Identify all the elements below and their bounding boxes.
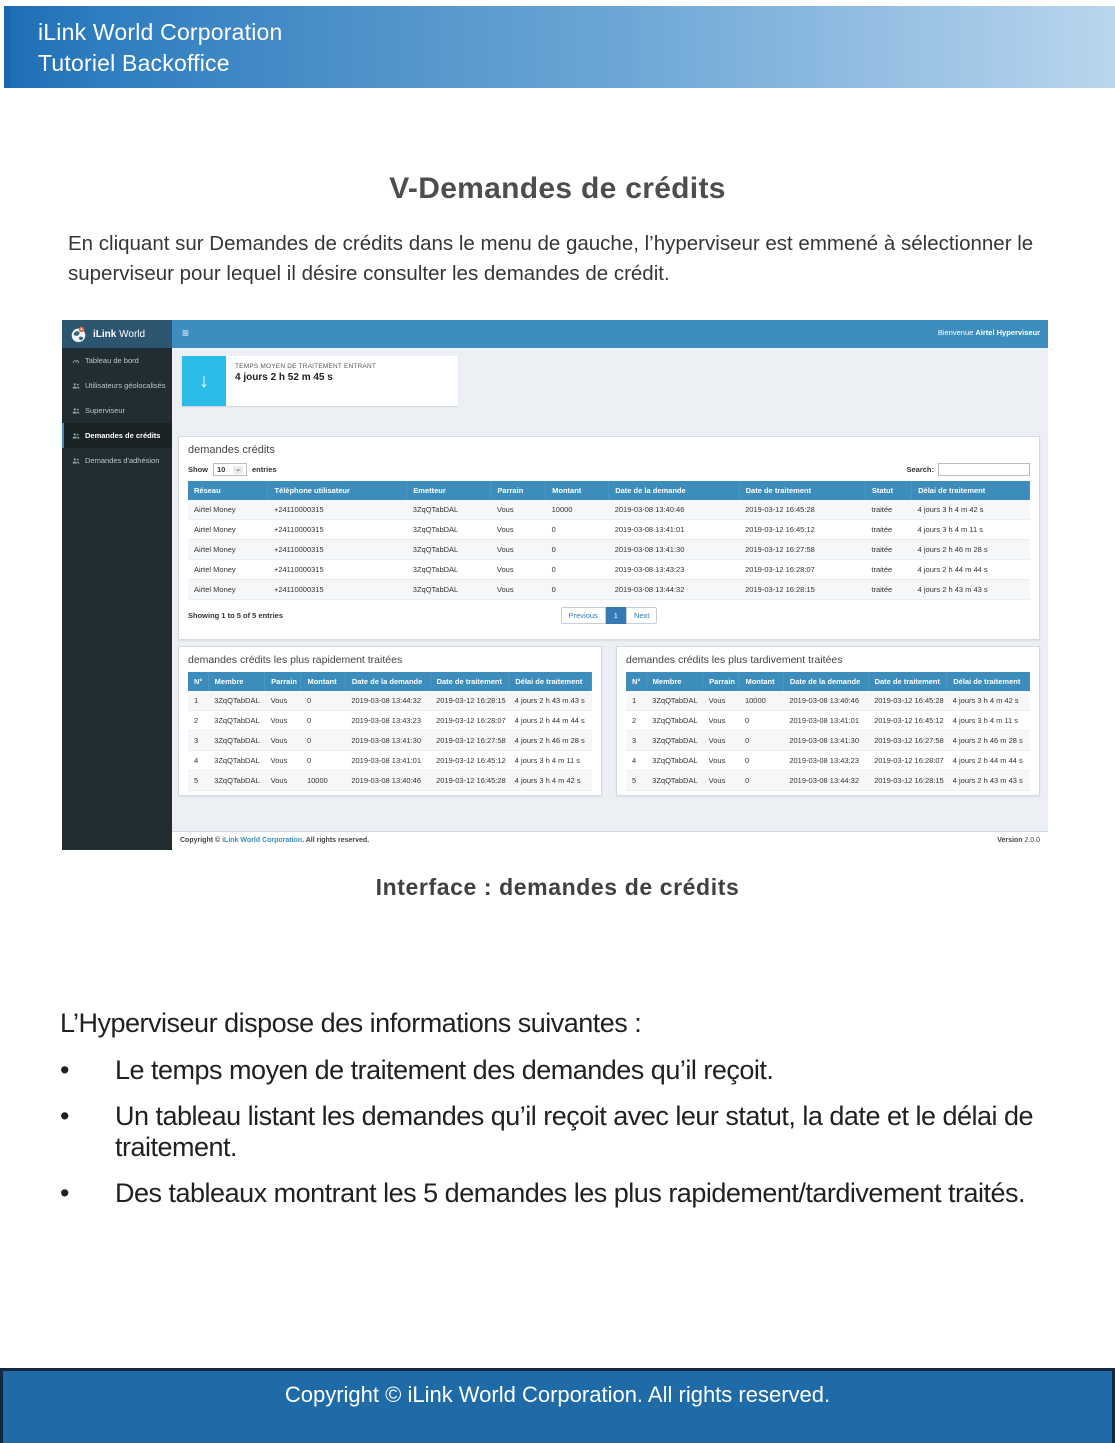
search-input[interactable] <box>938 463 1030 476</box>
table-cell: Vous <box>491 580 546 600</box>
app-version <box>997 837 1040 844</box>
table-cell: Vous <box>265 731 301 751</box>
table-cell: 2019-03-12 16:28:07 <box>739 560 865 580</box>
company-name: iLink World Corporation <box>38 19 283 45</box>
column-header[interactable]: Date de traitement <box>430 672 509 691</box>
sidebar-item-label: Utilisateurs géolocalisés <box>85 381 166 390</box>
app-copyright <box>180 837 369 844</box>
table-cell: 2019-03-12 16:28:15 <box>430 691 509 711</box>
document-footer <box>0 1368 1115 1443</box>
table-cell: 2019-03-08 13:40:46 <box>609 500 739 520</box>
column-header[interactable]: Délai de traitement <box>947 672 1030 691</box>
column-header[interactable]: N° <box>626 672 646 691</box>
app-brand <box>93 329 145 340</box>
table-cell: 5 <box>626 771 646 791</box>
table-cell: Airtel Money <box>188 540 268 560</box>
column-header[interactable]: Date de la demande <box>609 481 739 500</box>
table-cell: 10000 <box>546 500 609 520</box>
table-cell: Vous <box>265 711 301 731</box>
table-cell: 3 <box>626 731 646 751</box>
table-cell: 3ZqQTabDAL <box>208 771 264 791</box>
table-cell: 3ZqQTabDAL <box>407 500 491 520</box>
column-header[interactable]: Date de traitement <box>739 481 865 500</box>
copyright-suffix: . All rights reserved. <box>302 837 370 844</box>
table-cell: 3ZqQTabDAL <box>646 711 702 731</box>
table-cell: Vous <box>491 560 546 580</box>
table-cell: 3ZqQTabDAL <box>208 751 264 771</box>
stat-box-temps-moyen <box>182 356 458 406</box>
demandes-credits-panel <box>178 436 1040 640</box>
table-cell: 2019-03-12 16:28:07 <box>868 751 947 771</box>
table-cell: +24110000315 <box>268 560 407 580</box>
bullet-text: Le temps moyen de traitement des demandes qu’il reçoit. <box>115 1055 774 1085</box>
column-header[interactable]: Statut <box>865 481 911 500</box>
table-cell: 2019-03-12 16:45:28 <box>868 691 947 711</box>
table-cell: 4 jours 2 h 46 m 28 s <box>912 540 1030 560</box>
table-cell: Vous <box>703 731 739 751</box>
table-cell: Vous <box>703 751 739 771</box>
table-cell: 4 jours 3 h 4 m 11 s <box>509 751 592 771</box>
column-header[interactable]: Réseau <box>188 481 268 500</box>
table-cell: 4 jours 2 h 44 m 44 s <box>947 751 1030 771</box>
table-cell: 2019-03-12 16:45:12 <box>868 711 947 731</box>
table-cell: 4 jours 3 h 4 m 42 s <box>947 691 1030 711</box>
table-cell: Vous <box>703 711 739 731</box>
table-header-row <box>188 672 592 691</box>
column-header[interactable]: Parrain <box>491 481 546 500</box>
table-row <box>626 711 1030 731</box>
table-cell: 2019-03-12 16:28:15 <box>868 771 947 791</box>
bullet-text: Un tableau listant les demandes qu’il reçoit avec leur statut, la date et le délai de traitement. <box>115 1101 1034 1162</box>
bullet-item <box>60 1178 1060 1209</box>
table-cell: 4 jours 2 h 46 m 28 s <box>509 731 592 751</box>
table-cell: 2019-03-12 16:45:12 <box>430 751 509 771</box>
table-cell: 4 jours 3 h 4 m 11 s <box>947 711 1030 731</box>
sidebar-item-tableau-de-bord[interactable] <box>62 348 172 373</box>
table-row <box>188 500 1030 520</box>
table-cell: traitée <box>865 580 911 600</box>
users-icon <box>71 457 80 465</box>
column-header[interactable]: Date de la demande <box>345 672 430 691</box>
sidebar-item-label: Demandes d'adhésion <box>85 456 160 465</box>
table-cell: Airtel Money <box>188 500 268 520</box>
users-icon <box>71 407 80 415</box>
column-header[interactable]: Montant <box>546 481 609 500</box>
tardivement-traitees-panel <box>616 646 1040 796</box>
table-row <box>188 731 592 751</box>
table-cell: 0 <box>546 580 609 600</box>
table-row <box>188 751 592 771</box>
table-cell: 4 jours 2 h 44 m 44 s <box>912 560 1030 580</box>
table-cell: 0 <box>546 560 609 580</box>
table-cell: 2019-03-08 13:43:23 <box>783 751 868 771</box>
table-row <box>188 771 592 791</box>
version-value: 2.0.0 <box>1022 837 1040 844</box>
table-cell: 2019-03-08 13:41:30 <box>783 731 868 751</box>
table-cell: Vous <box>265 691 301 711</box>
table-row <box>188 711 592 731</box>
table-cell: 4 <box>188 751 208 771</box>
table-cell: 2019-03-08 13:40:46 <box>345 771 430 791</box>
previous-page-button[interactable]: Previous <box>561 607 606 624</box>
rapidement-traitees-panel <box>178 646 602 796</box>
section-title: V-Demandes de crédits <box>389 172 726 205</box>
column-header[interactable]: Parrain <box>265 672 301 691</box>
app-topbar <box>62 320 1048 348</box>
bullet-item <box>60 1101 1060 1163</box>
column-header[interactable]: N° <box>188 672 208 691</box>
intro-paragraph: En cliquant sur Demandes de crédits dans le menu de gauche, l’hyperviseur est emmené à sélectionner le superviseur pour lequel il désire consulter les demandes de crédit. <box>68 232 1034 285</box>
table-cell: 3ZqQTabDAL <box>208 691 264 711</box>
welcome-prefix: Bienvenue <box>937 328 976 337</box>
table-cell: 2019-03-12 16:45:28 <box>430 771 509 791</box>
table-cell: 2019-03-08 13:44:32 <box>345 691 430 711</box>
sidebar-item-demandes-adhesion[interactable] <box>62 448 172 473</box>
table-cell: 2019-03-08 13:41:30 <box>345 731 430 751</box>
column-header[interactable]: Date de la demande <box>783 672 868 691</box>
table-cell: 4 jours 2 h 44 m 44 s <box>509 711 592 731</box>
table-cell: traitée <box>865 560 911 580</box>
table-cell: 4 <box>626 751 646 771</box>
users-icon <box>71 382 80 390</box>
brand-rest: World <box>116 328 146 340</box>
table-cell: 0 <box>546 540 609 560</box>
table-cell: 2019-03-12 16:27:58 <box>430 731 509 751</box>
column-header[interactable]: Membre <box>646 672 702 691</box>
table-row <box>188 520 1030 540</box>
table-cell: +24110000315 <box>268 540 407 560</box>
table-cell: 2019-03-08 13:41:30 <box>609 540 739 560</box>
table-cell: 2019-03-08 13:44:32 <box>609 580 739 600</box>
table-cell: 3ZqQTabDAL <box>208 711 264 731</box>
menu-toggle-icon[interactable]: ≡ <box>182 326 190 340</box>
table-row <box>188 580 1030 600</box>
entries-select-value: 10 <box>217 465 226 474</box>
sidebar-item-demandes-de-credits[interactable] <box>62 423 172 448</box>
table-cell: Vous <box>491 520 546 540</box>
document-subtitle: Tutoriel Backoffice <box>38 50 230 76</box>
document-header-banner <box>4 6 1115 88</box>
table-cell: Vous <box>265 751 301 771</box>
table-cell: 4 jours 2 h 43 m 43 s <box>912 580 1030 600</box>
table-cell: 10000 <box>739 691 783 711</box>
table-cell: 0 <box>301 751 345 771</box>
search-label: Search: <box>906 465 934 474</box>
table-cell: 2019-03-08 13:43:23 <box>609 560 739 580</box>
welcome-username: Airtel Hyperviseur <box>975 328 1040 337</box>
table-cell: 2019-03-12 16:28:15 <box>739 580 865 600</box>
version-label: Version <box>997 837 1023 844</box>
brand-bold: iLink <box>93 328 117 340</box>
chevron-down-icon: ⌄ <box>235 465 241 473</box>
table-row <box>188 691 592 711</box>
table-cell: 0 <box>301 731 345 751</box>
showing-entries-label: Showing 1 to 5 of 5 entries <box>188 611 284 620</box>
table-cell: 4 jours 3 h 4 m 42 s <box>912 500 1030 520</box>
table-cell: 2 <box>626 711 646 731</box>
show-label: Show <box>188 465 208 474</box>
stat-value: 4 jours 2 h 52 m 45 s <box>235 372 333 383</box>
column-header[interactable]: Montant <box>301 672 345 691</box>
table-cell: 4 jours 2 h 46 m 28 s <box>947 731 1030 751</box>
copyright-brand-link[interactable]: iLink World Corporation <box>222 837 303 844</box>
column-header[interactable]: Délai de traitement <box>509 672 592 691</box>
app-footer <box>172 831 1048 850</box>
table-cell: 3ZqQTabDAL <box>407 540 491 560</box>
table-cell: 4 jours 2 h 43 m 43 s <box>947 771 1030 791</box>
bullet-marker: • <box>60 1178 69 1208</box>
table-cell: 2019-03-08 13:41:01 <box>609 520 739 540</box>
down-arrow-icon: ↓ <box>182 356 226 406</box>
table-cell: 2019-03-08 13:41:01 <box>783 711 868 731</box>
next-page-button[interactable]: Next <box>626 607 657 624</box>
sidebar-item-superviseur[interactable] <box>62 398 172 423</box>
table-cell: 2019-03-08 13:44:32 <box>783 771 868 791</box>
sidebar-item-label: Demandes de crédits <box>85 431 161 440</box>
table-cell: 3ZqQTabDAL <box>646 691 702 711</box>
dashboard-icon <box>71 357 80 365</box>
table-cell: 10000 <box>301 771 345 791</box>
table-cell: 3ZqQTabDAL <box>646 751 702 771</box>
table-cell: 3ZqQTabDAL <box>407 560 491 580</box>
app-content <box>172 348 1048 850</box>
table-cell: 1 <box>626 691 646 711</box>
globe-pin-icon <box>70 326 87 343</box>
copyright-prefix: Copyright © <box>180 837 223 844</box>
table-cell: 2019-03-12 16:27:58 <box>739 540 865 560</box>
figure-caption: Interface : demandes de crédits <box>375 874 740 900</box>
bullet-item <box>60 1055 1060 1086</box>
sidebar-item-label: Superviseur <box>85 406 126 415</box>
table-cell: Airtel Money <box>188 580 268 600</box>
panel-title: demandes crédits les plus tardivement traitées <box>626 654 843 666</box>
bullet-text: Des tableaux montrant les 5 demandes les plus rapidement/tardivement traités. <box>115 1178 1025 1208</box>
table-cell: Vous <box>703 691 739 711</box>
table-cell: 0 <box>739 771 783 791</box>
table-cell: Vous <box>491 500 546 520</box>
table-cell: 3ZqQTabDAL <box>407 580 491 600</box>
table-cell: Vous <box>703 771 739 791</box>
users-icon <box>71 432 80 440</box>
page-1-button[interactable]: 1 <box>606 607 626 624</box>
stat-label: TEMPS MOYEN DE TRAITEMENT ENTRANT <box>235 363 377 370</box>
bullet-marker: • <box>60 1055 69 1085</box>
column-header[interactable]: Emetteur <box>407 481 491 500</box>
table-cell: 2019-03-12 16:28:07 <box>430 711 509 731</box>
table-cell: 3ZqQTabDAL <box>407 520 491 540</box>
entries-label: entries <box>252 465 277 474</box>
table-cell: 0 <box>301 691 345 711</box>
table-cell: 0 <box>301 711 345 731</box>
table-cell: 0 <box>739 751 783 771</box>
table-cell: Airtel Money <box>188 520 268 540</box>
table-row <box>626 731 1030 751</box>
table-cell: 2019-03-08 13:40:46 <box>783 691 868 711</box>
table-cell: 0 <box>739 711 783 731</box>
entries-select[interactable] <box>213 463 247 476</box>
table-cell: 3ZqQTabDAL <box>646 731 702 751</box>
table-cell: 2019-03-08 13:43:23 <box>345 711 430 731</box>
app-sidebar <box>62 348 172 850</box>
info-heading: L’Hyperviseur dispose des informations suivantes : <box>60 1008 642 1038</box>
table-cell: 5 <box>188 771 208 791</box>
column-header[interactable]: Délai de traitement <box>912 481 1030 500</box>
table-cell: 0 <box>546 520 609 540</box>
info-section <box>60 1008 1060 1224</box>
bullet-marker: • <box>60 1101 69 1131</box>
table-cell: traitée <box>865 500 911 520</box>
table-header-row <box>188 481 1030 500</box>
table-cell: 4 jours 2 h 43 m 43 s <box>509 691 592 711</box>
table-cell: 4 jours 3 h 4 m 42 s <box>509 771 592 791</box>
table-cell: Vous <box>265 771 301 791</box>
column-header[interactable]: Montant <box>739 672 783 691</box>
table-row <box>626 691 1030 711</box>
column-header[interactable]: Date de traitement <box>868 672 947 691</box>
column-header[interactable]: Téléphone utilisateur <box>268 481 407 500</box>
table-row <box>188 560 1030 580</box>
rapidement-traitees-table <box>188 672 592 791</box>
table-cell: Vous <box>491 540 546 560</box>
table-cell: +24110000315 <box>268 500 407 520</box>
tardivement-traitees-table <box>626 672 1030 791</box>
table-row <box>188 540 1030 560</box>
column-header[interactable]: Membre <box>208 672 264 691</box>
welcome-label[interactable] <box>938 328 1040 337</box>
column-header[interactable]: Parrain <box>703 672 739 691</box>
table-cell: traitée <box>865 540 911 560</box>
document-footer-text: Copyright © iLink World Corporation. All rights reserved. <box>284 1382 831 1407</box>
table-cell: 2 <box>188 711 208 731</box>
table-cell: 4 jours 3 h 4 m 11 s <box>912 520 1030 540</box>
table-cell: 2019-03-08 13:41:01 <box>345 751 430 771</box>
table-header-row <box>626 672 1030 691</box>
panel-title: demandes crédits <box>188 444 275 456</box>
table-cell: 2019-03-12 16:45:28 <box>739 500 865 520</box>
sidebar-item-label: Tableau de bord <box>85 356 139 365</box>
table-cell: 2019-03-12 16:27:58 <box>868 731 947 751</box>
table-cell: 1 <box>188 691 208 711</box>
table-cell: traitée <box>865 520 911 540</box>
demandes-credits-table <box>188 481 1030 600</box>
table-cell: +24110000315 <box>268 580 407 600</box>
table-row <box>626 771 1030 791</box>
table-row <box>626 751 1030 771</box>
table-cell: +24110000315 <box>268 520 407 540</box>
app-logo[interactable] <box>62 320 172 348</box>
table-cell: Airtel Money <box>188 560 268 580</box>
panel-title: demandes crédits les plus rapidement traitées <box>188 654 403 666</box>
pagination <box>561 607 658 624</box>
table-cell: 3ZqQTabDAL <box>646 771 702 791</box>
table-cell: 3 <box>188 731 208 751</box>
table-cell: 3ZqQTabDAL <box>208 731 264 751</box>
table-cell: 2019-03-12 16:45:12 <box>739 520 865 540</box>
table-cell: 0 <box>739 731 783 751</box>
sidebar-item-utilisateurs-geolocalises[interactable] <box>62 373 172 398</box>
backoffice-screenshot <box>62 320 1048 850</box>
